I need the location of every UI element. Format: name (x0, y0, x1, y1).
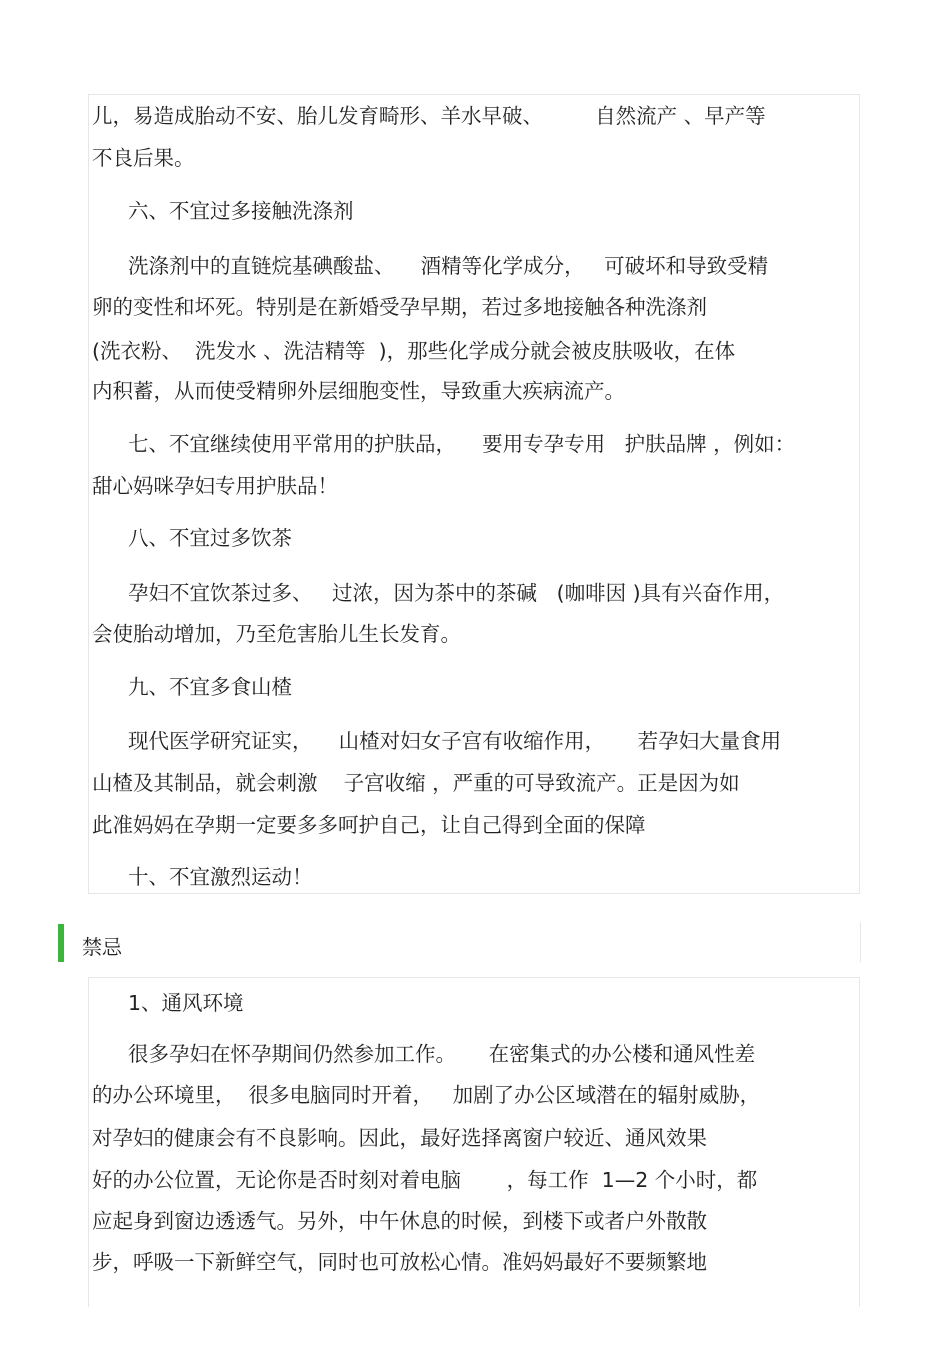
body-line: 应起身到窗边透透气。另外，中午休息的时候，到楼下或者户外散散 (92, 1209, 707, 1233)
body-line: 对孕妇的健康会有不良影响。因此，最好选择离窗户较近、通风效果 (92, 1126, 707, 1150)
body-line: 好的办公位置，无论你是否时刻对着电脑 ，每工作 1—2 个小时，都 (92, 1168, 758, 1192)
body-line: 甜心妈咪孕妇专用护肤品！ (92, 474, 338, 498)
body-line: 洗涤剂中的直链烷基碘酸盐、 酒精等化学成分， 可破坏和导致受精 (128, 254, 769, 278)
subheading: 六、不宜过多接触洗涤剂 (128, 199, 354, 223)
body-line: 卵的变性和坏死。特别是在新婚受孕早期，若过多地接触各种洗涤剂 (92, 295, 707, 319)
body-line: 此准妈妈在孕期一定要多多呵护自己，让自己得到全面的保障 (92, 813, 646, 837)
body-line: 儿，易造成胎动不安、胎儿发育畸形、羊水早破、 自然流产 、早产等 (92, 104, 766, 128)
body-line: 孕妇不宜饮茶过多、 过浓，因为茶中的茶碱 (咖啡因 )具有兴奋作用， (128, 581, 785, 605)
body-line: 现代医学研究证实， 山楂对妇女子宫有收缩作用， 若孕妇大量食用 (128, 729, 782, 753)
subheading: 1、通风环境 (128, 991, 244, 1015)
section-title: 禁忌 (82, 935, 122, 959)
body-line: 内积蓄，从而使受精卵外层细胞变性，导致重大疾病流产。 (92, 379, 625, 403)
section-accent-bar (58, 924, 64, 962)
subheading: 十、不宜激烈运动！ (128, 865, 313, 889)
subheading: 九、不宜多食山楂 (128, 675, 292, 699)
body-line: 的办公环境里， 很多电脑同时开着， 加剧了办公区域潜在的辐射威胁， (92, 1083, 761, 1107)
body-line: 山楂及其制品，就会刺激 子宫收缩 ，严重的可导致流产。正是因为如 (92, 771, 740, 795)
subheading: 七、不宜继续使用平常用的护肤品， 要用专孕专用 护肤品牌 ，例如： (128, 432, 796, 456)
section-divider (860, 922, 861, 962)
body-line: 步，呼吸一下新鲜空气，同时也可放松心情。准妈妈最好不要频繁地 (92, 1250, 707, 1274)
body-line: 不良后果。 (92, 146, 195, 170)
subheading: 八、不宜过多饮茶 (128, 526, 292, 550)
body-line: 很多孕妇在怀孕期间仍然参加工作。 在密集式的办公楼和通风性差 (128, 1042, 756, 1066)
body-line: 会使胎动增加，乃至危害胎儿生长发育。 (92, 622, 461, 646)
body-line: (洗衣粉、 洗发水 、洗洁精等 )，那些化学成分就会被皮肤吸收，在体 (92, 339, 736, 363)
